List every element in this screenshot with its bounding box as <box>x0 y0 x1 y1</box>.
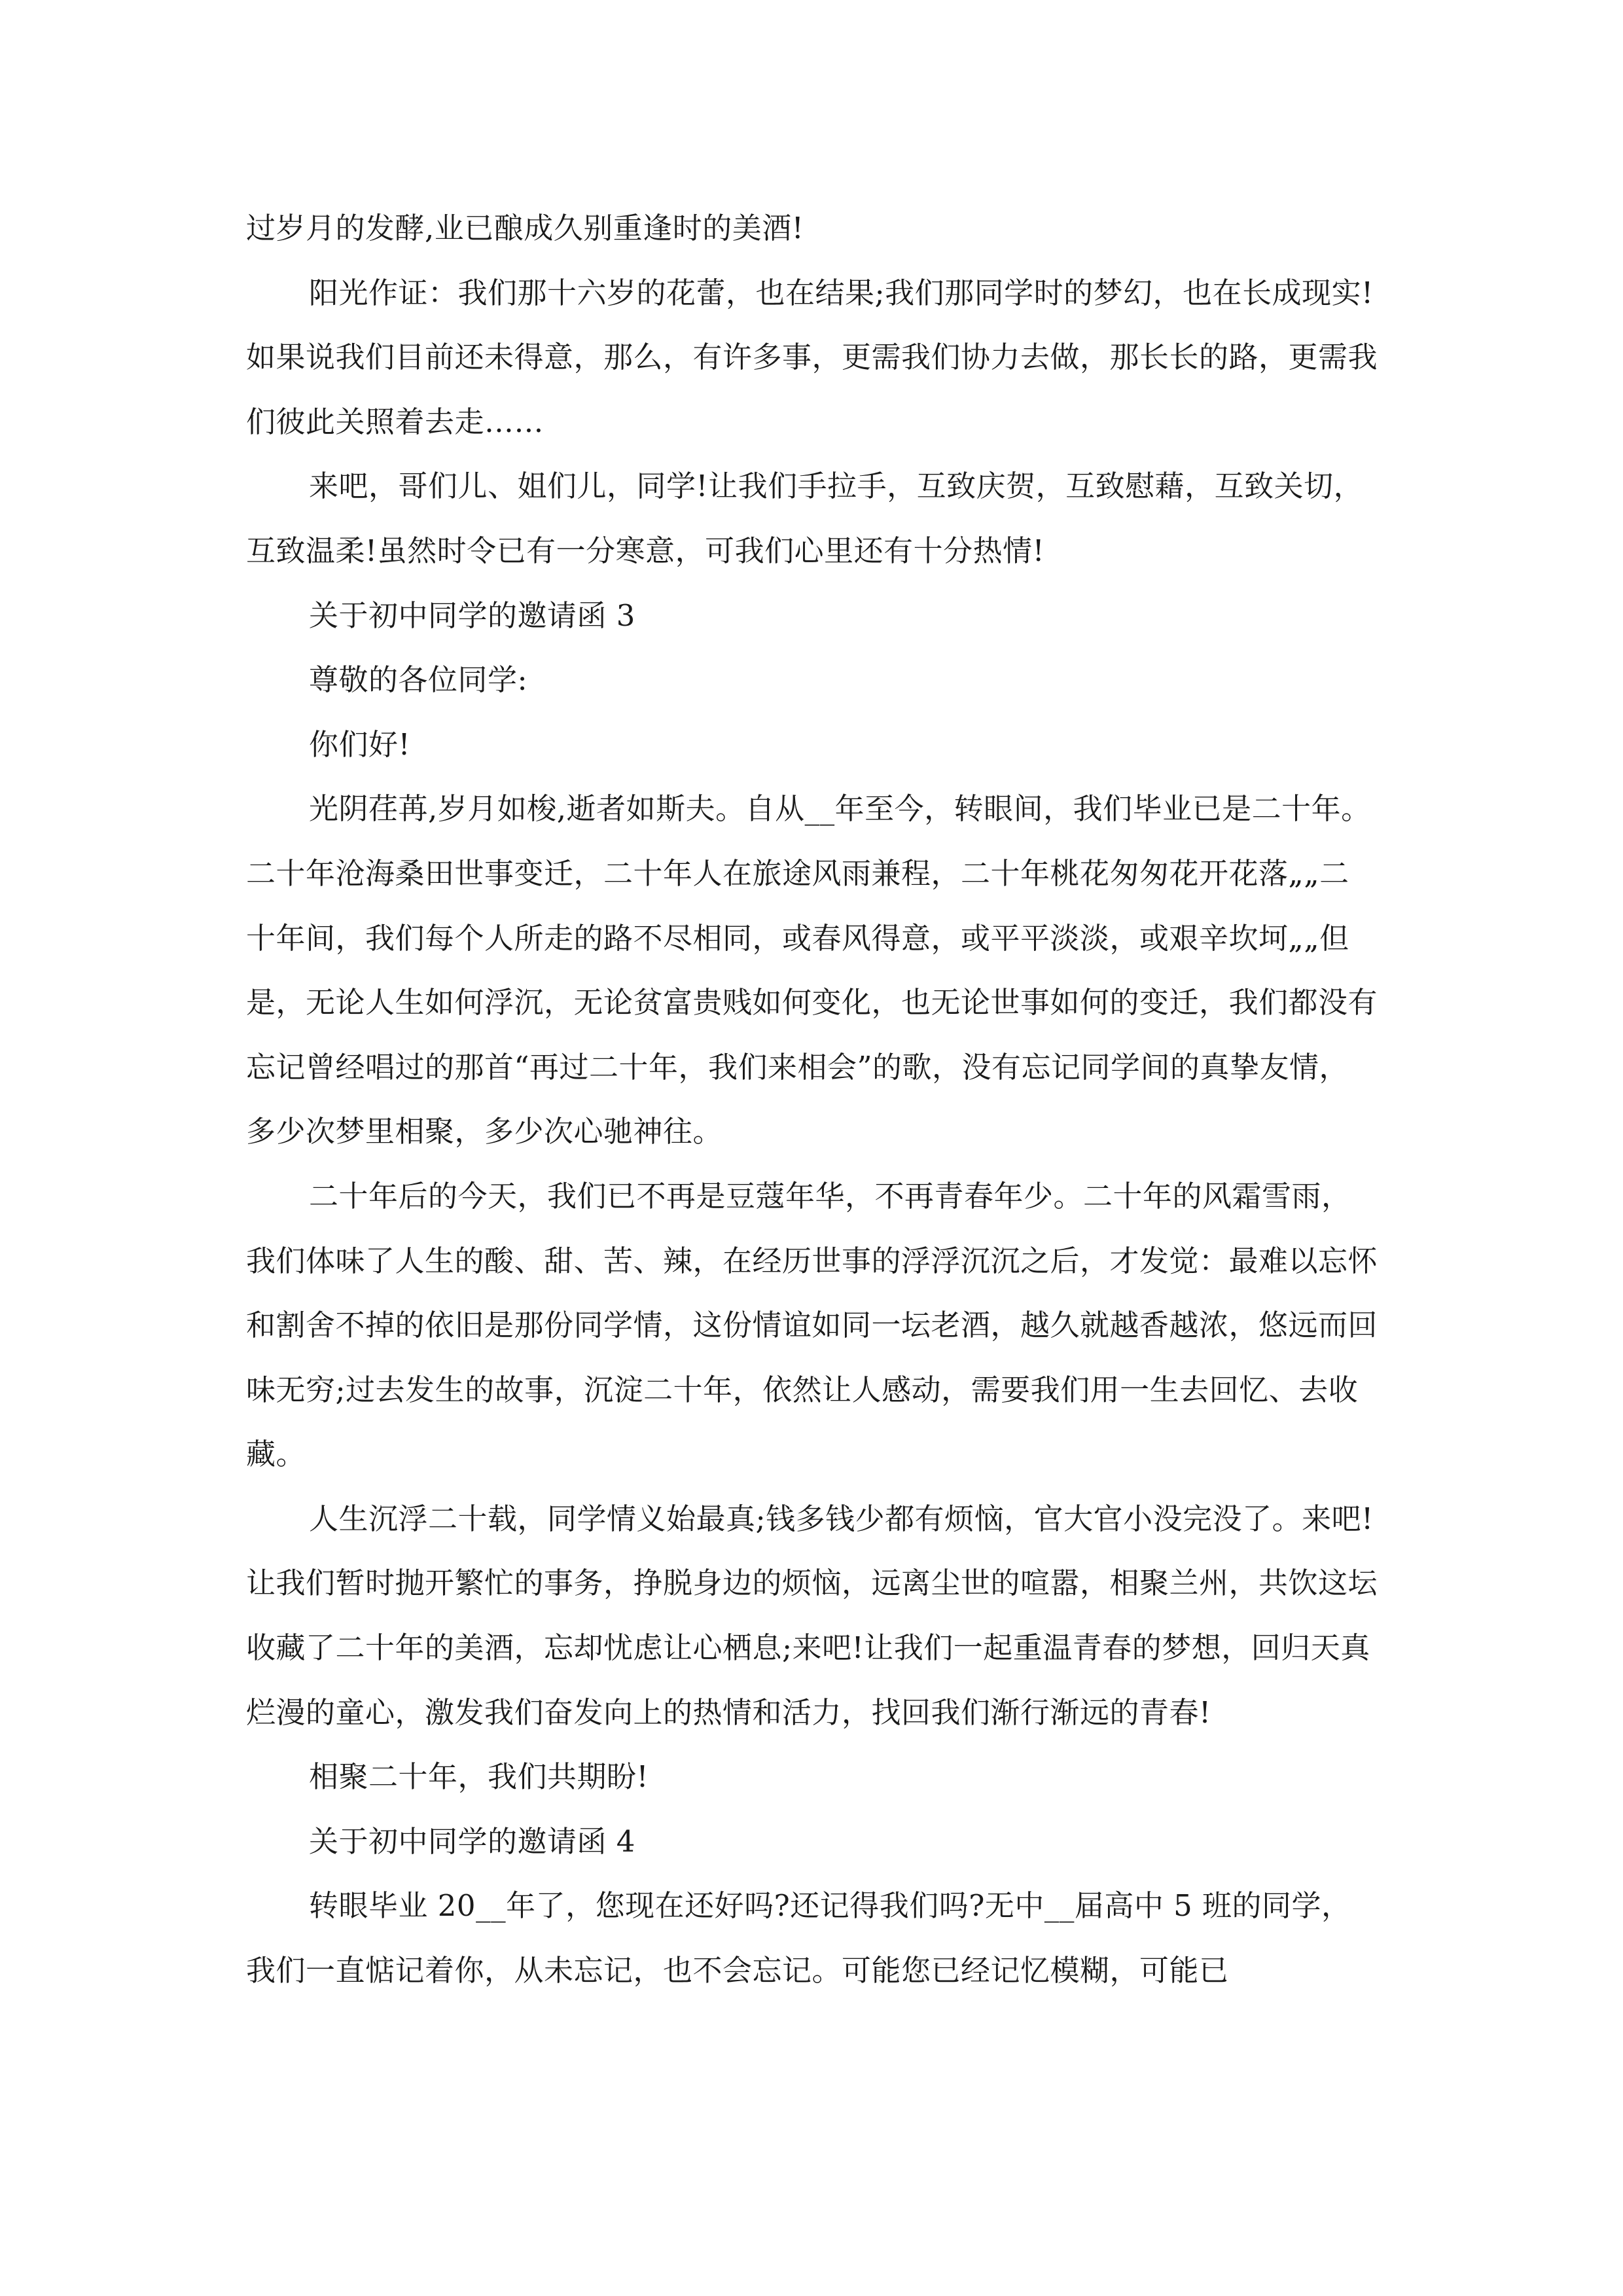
salutation: 尊敬的各位同学: <box>309 662 528 698</box>
paragraph-come-on: 来吧，哥们儿、姐们儿，同学!让我们手拉手，互致庆贺，互致慰藉，互致关切，互致温柔!虽然时令已有一分寒意，可我们心里还有十分热情! <box>246 469 1364 568</box>
paragraph-closing: 相聚二十年，我们共期盼! <box>309 1759 649 1795</box>
section-heading-4: 关于初中同学的邀请函 4 <box>309 1823 635 1859</box>
greeting: 你们好! <box>309 726 411 762</box>
paragraph-twenty-years-later: 二十年后的今天，我们已不再是豆蔻年华，不再青春年少。二十年的风霜雪雨，我们体味了人生的酸、甜、苦、辣，在经历世事的浮浮沉沉之后，才发觉：最难以忘怀和割舍不掉的依旧是那份同学情，这份情谊如同一坛老酒，越久就越香越浓，悠远而回味无穷;过去发生的故事，沉淀二十年，依然让人感动，需要我们用一生去回忆、去收藏。 <box>246 1178 1378 1472</box>
paragraph-sunshine: 阳光作证：我们那十六岁的花蕾，也在结果;我们那同学时的梦幻，也在长成现实!如果说我们目前还未得意，那么，有许多事，更需我们协力去做，那长长的路，更需我们彼此关照着去走…… <box>246 275 1378 439</box>
paragraph-continuation: 过岁月的发酵,业已酿成久别重逢时的美酒! <box>246 211 804 245</box>
paragraph-life-ups-downs: 人生沉浮二十载，同学情义始最真;钱多钱少都有烦恼，官大官小没完没了。来吧!让我们暂时抛开繁忙的事务，挣脱身边的烦恼，远离尘世的喧嚣，相聚兰州，共饮这坛收藏了二十年的美酒，忘却忧虑让心栖息;来吧!让我们一起重温青春的梦想，回归天真烂漫的童心，激发我们奋发向上的热情和活力，找回我们渐行渐远的青春! <box>246 1501 1378 1730</box>
document-body <box>246 196 1378 2003</box>
paragraph-time-flies: 光阴荏苒,岁月如梭,逝者如斯夫。自从__年至今，转眼间，我们毕业已是二十年。 二十年沧海桑田世事变迁，二十年人在旅途风雨兼程，二十年桃花匆匆花开花落„„二十年间，我们每个人所走的路不尽相同，或春风得意，或平平淡淡，或艰辛坎坷„„但是，无论人生如何浮沉，无论贫富贵贱如何变化，也无论世事如何的变迁，我们都没有忘记曾经唱过的那首“再过二十年，我们来相会”的歌，没有忘记同学间的真挚友情，多少次梦里相聚，多少次心驰神往。 <box>246 791 1378 1149</box>
section-heading-3: 关于初中同学的邀请函 3 <box>309 598 635 633</box>
paragraph-graduation: 转眼毕业 20__年了，您现在还好吗?还记得我们吗?无中__届高中 5 班的同学，我们一直惦记着你，从未忘记，也不会忘记。可能您已经记忆模糊，可能已 <box>246 1888 1351 1988</box>
